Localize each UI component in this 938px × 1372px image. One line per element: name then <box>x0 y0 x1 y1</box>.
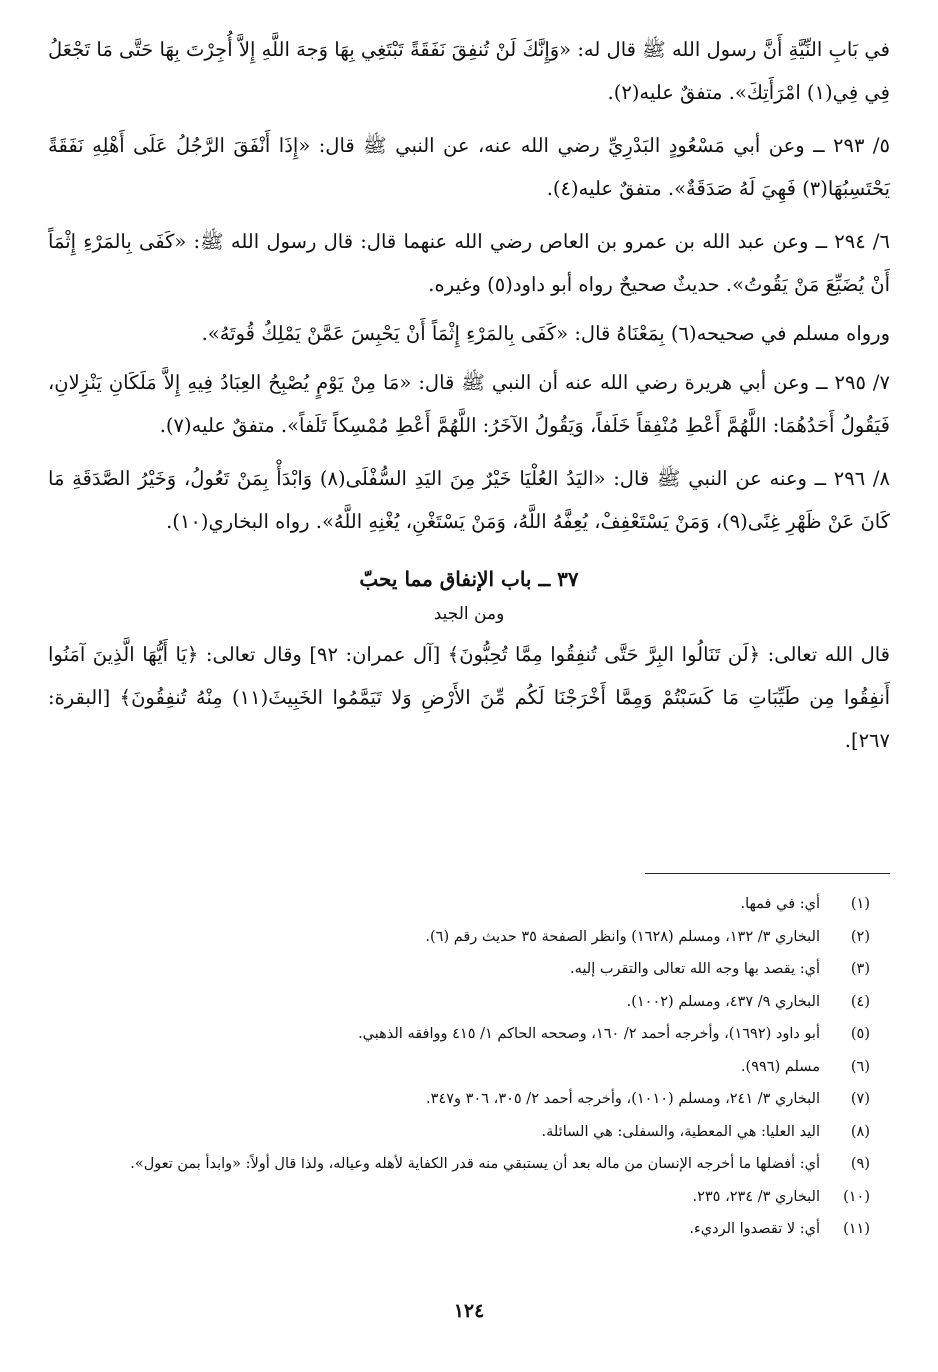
footnote-number: (١) <box>850 896 870 912</box>
footnote-divider <box>645 873 890 874</box>
footnote-number: (٧) <box>850 1091 870 1107</box>
footnote-2 <box>48 921 870 954</box>
hadith-294: ٦/ ٢٩٤ ــ وعن عبد الله بن عمرو بن العاص رضي الله عنهما قال: قال رسول الله ﷺ: «كَفَى بِالمَرْءِ إِثْمَاً أَنْ يُضَيِّعَ مَنْ يَقُوتُ». حديثٌ صحيحٌ رواه أبو داود(٥) وغيره. <box>48 230 890 296</box>
page-body <box>48 28 890 768</box>
footnote-4 <box>48 986 870 1019</box>
footnote-number: (١٠) <box>843 1188 870 1205</box>
footnote-9 <box>48 1148 870 1181</box>
footnote-number: (١١) <box>843 1221 870 1237</box>
footnote-text: البخاري ٣/ ١٣٢، ومسلم (١٦٢٨) وانظر الصفحة ٣٥ حديث رقم (٦). <box>425 928 820 945</box>
footnote-number: (٢) <box>850 928 870 945</box>
hadith-293: ٥/ ٢٩٣ ــ وعن أبي مَسْعُودٍ البَدْرِيِّ رضي الله عنه، عن النبي ﷺ قال: «إِذَا أَنْفَقَ الرَّجُلُ عَلَى أَهْلِهِ نَفَقَةً يَحْتَسِبُهَا(٣) فَهِيَ لَهُ صَدَقَةٌ». متفقٌ عليه(٤). <box>48 134 890 200</box>
paragraph-intro: في بَابِ النِّيَّةِ أَنَّ رسول الله ﷺ قال له: «وَإِنَّكَ لَنْ تُنفِقَ نَفَقَةً تَبْتَغِي بِهَا وَجهَ اللَّهِ إِلاَّ أُجِرْتَ بِهَا حَتَّى مَا تَجْعَلُ فِي فِي(١) امْرَأَتِكَ». متفقٌ عليه(٢). <box>48 38 890 104</box>
footnote-7 <box>48 1083 870 1116</box>
footnote-3 <box>48 953 870 986</box>
footnote-text: البخاري ٣/ ٢٣٤، ٢٣٥. <box>692 1188 820 1205</box>
footnote-1 <box>48 888 870 921</box>
hadith-294-muslim: ورواه مسلم في صحيحه(٦) بِمَعْنَاهُ قال: «كَفَى بِالمَرْءِ إِثْمَاً أَنْ يَحْبِسَ عَمَّنْ يَمْلِكُ قُوتَهُ». <box>201 322 890 345</box>
hadith-295: ٧/ ٢٩٥ ــ وعن أبي هريرة رضي الله عنه أن النبي ﷺ قال: «مَا مِنْ يَوْمٍ يُصْبِحُ العِبَادُ فِيهِ إِلاَّ مَلَكَانِ يَنْزِلانِ، فَيَقُولُ أَحَدُهُمَا: اللَّهُمَّ أَعْطِ مُنْفِقاً خَلَفاً، وَيَقُولُ الآخَرُ: اللَّهُمَّ أَعْطِ مُمْسِكاً تَلَفاً». متفقٌ عليه(٧). <box>48 371 890 437</box>
footnote-text: أي: أفضلها ما أخرجه الإنسان من ماله بعد أن يستبقي منه قدر الكفاية لأهله وعياله، ولذا قال أولاً: «وابدأ بمن تعول». <box>130 1156 820 1172</box>
footnote-text: البخاري ٣/ ٢٤١، ومسلم (١٠١٠)، وأخرجه أحمد ٢/ ٣٠٥، ٣٠٦ و٣٤٧. <box>426 1091 820 1107</box>
footnote-number: (٩) <box>850 1156 870 1172</box>
footnote-6 <box>48 1051 870 1084</box>
footnote-number: (٨) <box>850 1123 870 1140</box>
footnote-number: (٤) <box>850 993 870 1010</box>
chapter-title: ٣٧ ــ باب الإنفاق مما يحبّ <box>359 567 579 591</box>
footnote-text: مسلم (٩٩٦). <box>740 1058 820 1075</box>
hadith-296: ٨/ ٢٩٦ ــ وعنه عن النبي ﷺ قال: «اليَدُ العُلْيَا خَيْرٌ مِنَ اليَدِ السُّفْلَى(٨) وَابْدَأْ بِمَنْ تَعُولُ، وَخَيْرُ الصَّدَقَةِ مَا كَانَ عَنْ ظَهْرِ غِنًى(٩)، وَمَنْ يَسْتَعْفِفْ، يُعِفَّهُ اللَّهُ، وَمَنْ يَسْتَغْنِ، يُغْنِهِ اللَّهُ». رواه البخاري(١٠). <box>48 467 890 533</box>
chapter-body: قال الله تعالى: ﴿لَن تَنَالُوا البِرَّ حَتَّى تُنفِقُوا مِمَّا تُحِبُّونَ﴾ [آل عمران: ٩٢] وقال تعالى: ﴿يَا أَيُّهَا الَّذِينَ آمَنُوا أَنفِقُوا مِن طَيِّبَاتِ مَا كَسَبْتُمْ وَمِمَّا أَخْرَجْنَا لَكُم مِّنَ الأَرْضِ وَلا تَيَمَّمُوا الخَبِيثَ(١١) مِنْهُ تُنفِقُونَ﴾ [البقرة: ٢٦٧]. <box>48 643 890 752</box>
footnote-text: البخاري ٩/ ٤٣٧، ومسلم (١٠٠٢). <box>626 993 820 1010</box>
footnotes <box>48 888 870 1246</box>
footnote-text: أبو داود (١٦٩٢)، وأخرجه أحمد ٢/ ١٦٠، وصححه الحاكم ١/ ٤١٥ ووافقه الذهبي. <box>358 1026 820 1042</box>
footnote-number: (٣) <box>850 961 870 977</box>
footnote-number: (٥) <box>850 1026 870 1042</box>
footnote-text: أي: في فمها. <box>740 896 820 912</box>
footnote-text: أي: يقصد بها وجه الله تعالى والتقرب إليه. <box>570 961 820 977</box>
footnote-5 <box>48 1018 870 1051</box>
footnote-10 <box>48 1181 870 1214</box>
footnote-number: (٦) <box>850 1058 870 1075</box>
footnote-11 <box>48 1213 870 1246</box>
footnote-8 <box>48 1116 870 1149</box>
page-number: ١٢٤ <box>453 1300 485 1322</box>
footnote-text: اليد العليا: هي المعطية، والسفلى: هي السائلة. <box>541 1123 820 1140</box>
footnote-text: أي: لا تقصدوا الرديء. <box>689 1221 820 1237</box>
chapter-subtitle: ومن الجيد <box>433 604 505 624</box>
